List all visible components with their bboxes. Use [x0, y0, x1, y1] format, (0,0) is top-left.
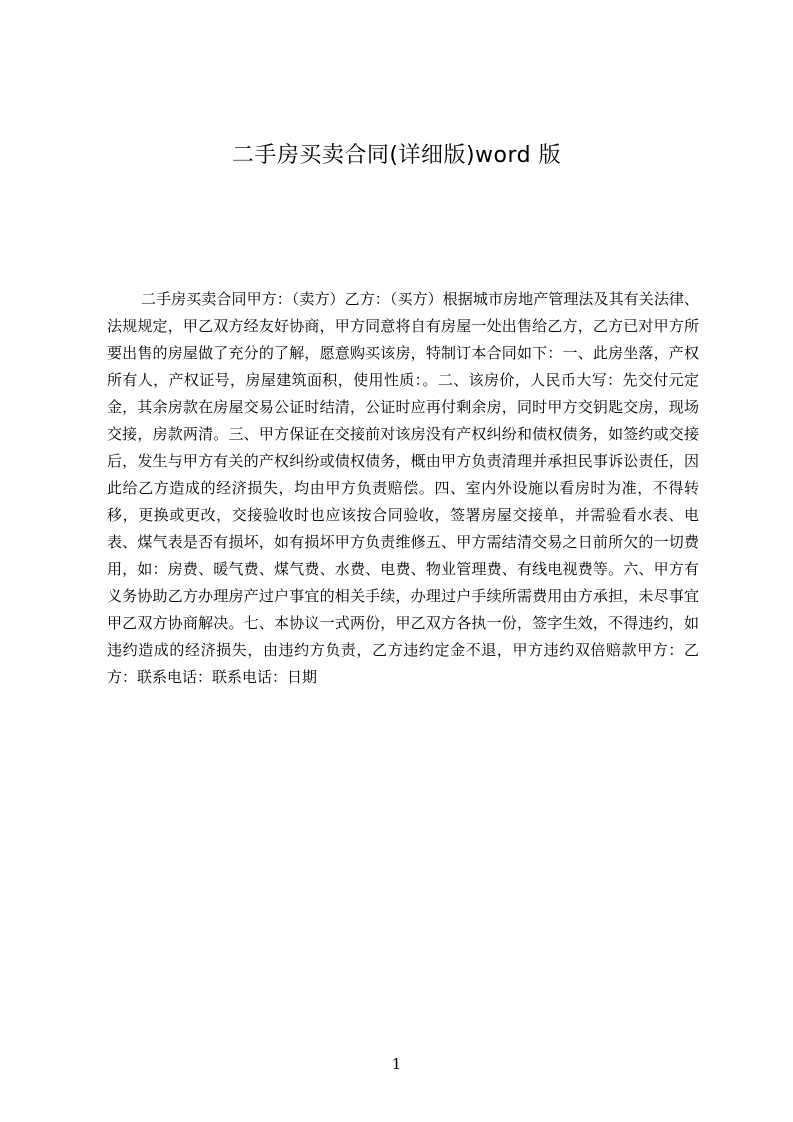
page-number: 1 [391, 1055, 402, 1073]
document-title: 二手房买卖合同(详细版)word 版 [231, 143, 562, 168]
contract-body-paragraph: 二手房买卖合同甲方：（卖方）乙方：（买方）根据城市房地产管理法及其有关法律、法规规定，甲乙双方经友好协商，甲方同意将自有房屋一处出售给乙方，乙方已对甲方所要出售的房屋做了充分的了解，愿意购买该房，特制订本合同如下：一、此房坐落，产权所有人，产权证号，房屋建筑面积，使用性质：。二、该房价，人民币大写：先交付元定金，其余房款在房屋交易公证时结清，公证时应再付剩余房，同时甲方交钥匙交房，现场交接，房款两清。三、甲方保证在交接前对该房没有产权纠纷和债权债务，如签约或交接后，发生与甲方有关的产权纠纷或债权债务，概由甲方负责清理并承担民事诉讼责任，因此给乙方造成的经济损失，均由甲方负责赔偿。四、室内外设施以看房时为准，不得转移，更换或更改，交接验收时也应该按合同验收，签署房屋交接单，并需验看水表、电表、煤气表是否有损坏，如有损坏甲方负责维修五、甲方需结清交易之日前所欠的一切费用，如：房费、暖气费、煤气费、水费、电费、物业管理费、有线电视费等。六、甲方有义务协助乙方办理房产过户事宜的相关手续，办理过户手续所需费用由方承担，未尽事宜甲乙双方协商解决。七、本协议一式两份，甲乙双方各执一份，签字生效，不得违约，如违约造成的经济损失，由违约方负责，乙方违约定金不退，甲方违约双倍赔款甲方：乙方：联系电话：联系电话：日期 [107, 290, 699, 686]
